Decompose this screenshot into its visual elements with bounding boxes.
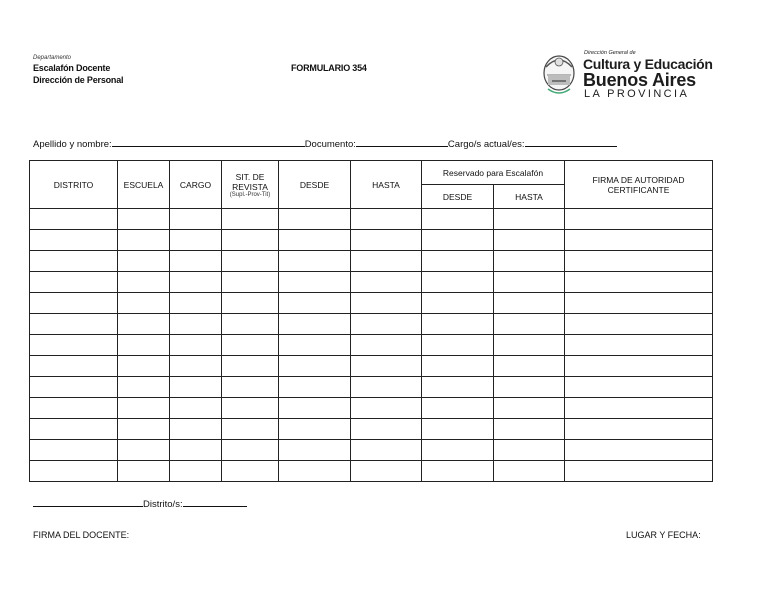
table-row [30, 398, 713, 419]
table-row [30, 251, 713, 272]
table-cell[interactable] [279, 356, 351, 377]
table-cell[interactable] [494, 461, 565, 482]
logo-la-provincia: LA PROVINCIA [584, 88, 690, 100]
table-cell[interactable] [351, 230, 422, 251]
table-cell[interactable] [494, 230, 565, 251]
table-cell[interactable] [118, 356, 170, 377]
table-row [30, 230, 713, 251]
col-firma-line2: CERTIFICANTE [607, 184, 670, 195]
table-cell[interactable] [170, 314, 222, 335]
table-cell[interactable] [351, 398, 422, 419]
table-cell[interactable] [351, 209, 422, 230]
table-cell[interactable] [351, 461, 422, 482]
table-cell[interactable] [422, 419, 494, 440]
table-cell[interactable] [30, 251, 118, 272]
col-sit-note: (Supl.-Prov-Tit) [229, 191, 271, 198]
table-cell[interactable] [222, 419, 279, 440]
table-cell[interactable] [494, 272, 565, 293]
table-cell[interactable] [118, 398, 170, 419]
table-body [30, 209, 713, 482]
table-cell[interactable] [118, 314, 170, 335]
table-cell[interactable] [422, 461, 494, 482]
table-cell[interactable] [118, 440, 170, 461]
lugar-fecha-label: LUGAR Y FECHA: [626, 530, 701, 540]
documento-label: Documento: [304, 139, 356, 150]
documento-field[interactable] [356, 137, 448, 147]
table-cell[interactable] [494, 377, 565, 398]
table-cell[interactable] [494, 419, 565, 440]
table-cell[interactable] [279, 398, 351, 419]
table-cell[interactable] [351, 356, 422, 377]
table-cell[interactable] [30, 230, 118, 251]
form-title: FORMULARIO 354 [291, 63, 367, 73]
table-cell[interactable] [351, 377, 422, 398]
table-cell[interactable] [494, 398, 565, 419]
table-cell[interactable] [222, 209, 279, 230]
table-cell[interactable] [422, 440, 494, 461]
service-record-table [29, 160, 713, 482]
col-firma-line1: FIRMA DE AUTORIDAD [592, 174, 685, 185]
table-cell[interactable] [222, 398, 279, 419]
col-cargo: CARGO [170, 161, 222, 209]
provincial-seal-icon [540, 51, 578, 97]
table-cell[interactable] [279, 335, 351, 356]
table-row [30, 419, 713, 440]
table-cell[interactable] [422, 398, 494, 419]
distrito-signature-line[interactable] [33, 497, 143, 507]
table-cell[interactable] [279, 272, 351, 293]
table-cell[interactable] [351, 440, 422, 461]
table-cell[interactable] [351, 419, 422, 440]
department-caption: Departamento [33, 55, 72, 61]
table-row [30, 440, 713, 461]
table-cell[interactable] [222, 230, 279, 251]
table-cell[interactable] [30, 272, 118, 293]
table-cell[interactable] [422, 314, 494, 335]
table-cell[interactable] [118, 335, 170, 356]
table-cell[interactable] [565, 314, 713, 335]
table-cell[interactable] [351, 314, 422, 335]
table-cell[interactable] [222, 272, 279, 293]
table-cell[interactable] [222, 293, 279, 314]
table-cell[interactable] [279, 440, 351, 461]
col-desde: DESDE [279, 161, 351, 209]
table-cell[interactable] [494, 440, 565, 461]
table-cell[interactable] [30, 293, 118, 314]
table-cell[interactable] [279, 314, 351, 335]
table-cell[interactable] [30, 356, 118, 377]
table-cell[interactable] [118, 377, 170, 398]
table-cell[interactable] [565, 272, 713, 293]
table-cell[interactable] [494, 293, 565, 314]
table-cell[interactable] [118, 251, 170, 272]
table-cell[interactable] [170, 251, 222, 272]
col-sit-line2: REVISTA [232, 181, 268, 192]
table-cell[interactable] [565, 335, 713, 356]
table-cell[interactable] [351, 335, 422, 356]
table-cell[interactable] [170, 377, 222, 398]
table-cell[interactable] [118, 419, 170, 440]
table-row [30, 209, 713, 230]
table-cell[interactable] [422, 230, 494, 251]
table-cell[interactable] [565, 398, 713, 419]
table-cell[interactable] [494, 356, 565, 377]
table-cell[interactable] [351, 272, 422, 293]
table-cell[interactable] [170, 293, 222, 314]
cargo-label: Cargo/s actual/es: [447, 139, 525, 150]
table-cell[interactable] [30, 461, 118, 482]
table-cell[interactable] [279, 209, 351, 230]
table-cell[interactable] [30, 419, 118, 440]
logo-buenos-aires: Buenos Aires [583, 70, 696, 90]
table-cell[interactable] [565, 209, 713, 230]
table-cell[interactable] [170, 440, 222, 461]
table-cell[interactable] [279, 230, 351, 251]
col-hasta: HASTA [351, 161, 422, 209]
distrito-label: Distrito/s: [143, 499, 183, 510]
logo-cultura-educacion: Cultura y Educación [583, 56, 713, 72]
table-cell[interactable] [422, 377, 494, 398]
table-cell[interactable] [222, 440, 279, 461]
table-cell[interactable] [222, 335, 279, 356]
table-cell[interactable] [422, 335, 494, 356]
table-cell[interactable] [118, 230, 170, 251]
col-reservado-escalafon: Reservado para Escalafón [422, 161, 565, 185]
table-cell[interactable] [30, 209, 118, 230]
institution-logo [540, 47, 715, 102]
table-cell[interactable] [30, 398, 118, 419]
table-cell[interactable] [351, 293, 422, 314]
table-cell[interactable] [279, 251, 351, 272]
table-cell[interactable] [279, 419, 351, 440]
col-reservado-hasta: HASTA [494, 185, 565, 209]
table-cell[interactable] [494, 209, 565, 230]
table-cell[interactable] [565, 356, 713, 377]
table-cell[interactable] [565, 230, 713, 251]
table-cell[interactable] [565, 461, 713, 482]
table-cell[interactable] [30, 440, 118, 461]
table-row [30, 314, 713, 335]
department-personal: Dirección de Personal [33, 75, 124, 85]
col-escuela: ESCUELA [118, 161, 170, 209]
table-cell[interactable] [565, 251, 713, 272]
table-cell[interactable] [30, 314, 118, 335]
table-cell[interactable] [565, 419, 713, 440]
table-cell[interactable] [351, 251, 422, 272]
table-row [30, 335, 713, 356]
distrito-field[interactable] [183, 497, 247, 507]
table-cell[interactable] [170, 461, 222, 482]
table-cell[interactable] [170, 419, 222, 440]
table-row [30, 293, 713, 314]
col-reservado-desde: DESDE [422, 185, 494, 209]
table-cell[interactable] [422, 356, 494, 377]
table-cell[interactable] [565, 377, 713, 398]
table-cell[interactable] [422, 251, 494, 272]
table-cell[interactable] [170, 335, 222, 356]
table-cell[interactable] [30, 335, 118, 356]
table-cell[interactable] [118, 461, 170, 482]
logo-caption: Dirección General de [584, 50, 636, 56]
col-sit-line1: SIT. DE [235, 171, 265, 182]
table-cell[interactable] [222, 356, 279, 377]
table-row [30, 461, 713, 482]
table-row [30, 377, 713, 398]
table-cell[interactable] [118, 209, 170, 230]
col-distrito: DISTRITO [30, 161, 118, 209]
table-cell[interactable] [222, 377, 279, 398]
table-cell[interactable] [170, 356, 222, 377]
table-cell[interactable] [565, 293, 713, 314]
table-cell[interactable] [565, 440, 713, 461]
table-cell[interactable] [494, 251, 565, 272]
table-cell[interactable] [222, 251, 279, 272]
table-cell[interactable] [279, 461, 351, 482]
table-row [30, 356, 713, 377]
col-situacion-revista [222, 161, 279, 209]
department-escalafon: Escalafón Docente [33, 63, 111, 73]
table-cell[interactable] [422, 272, 494, 293]
table-cell[interactable] [170, 272, 222, 293]
table-cell[interactable] [279, 293, 351, 314]
table-cell[interactable] [494, 314, 565, 335]
table-cell[interactable] [222, 461, 279, 482]
table-cell[interactable] [494, 335, 565, 356]
table-cell[interactable] [30, 377, 118, 398]
table-cell[interactable] [279, 377, 351, 398]
table-cell[interactable] [222, 314, 279, 335]
table-cell[interactable] [170, 398, 222, 419]
col-firma-autoridad [565, 161, 713, 209]
personal-data-row [33, 137, 617, 150]
distrito-row [33, 497, 247, 510]
table-cell[interactable] [422, 209, 494, 230]
apellido-label: Apellido y nombre: [33, 139, 112, 150]
table-cell[interactable] [118, 272, 170, 293]
firma-docente-label: FIRMA DEL DOCENTE: [33, 530, 130, 540]
table-cell[interactable] [422, 293, 494, 314]
table-cell[interactable] [118, 293, 170, 314]
apellido-field[interactable] [112, 137, 305, 147]
table-row [30, 272, 713, 293]
table-cell[interactable] [170, 230, 222, 251]
table-cell[interactable] [170, 209, 222, 230]
cargo-field[interactable] [525, 137, 617, 147]
